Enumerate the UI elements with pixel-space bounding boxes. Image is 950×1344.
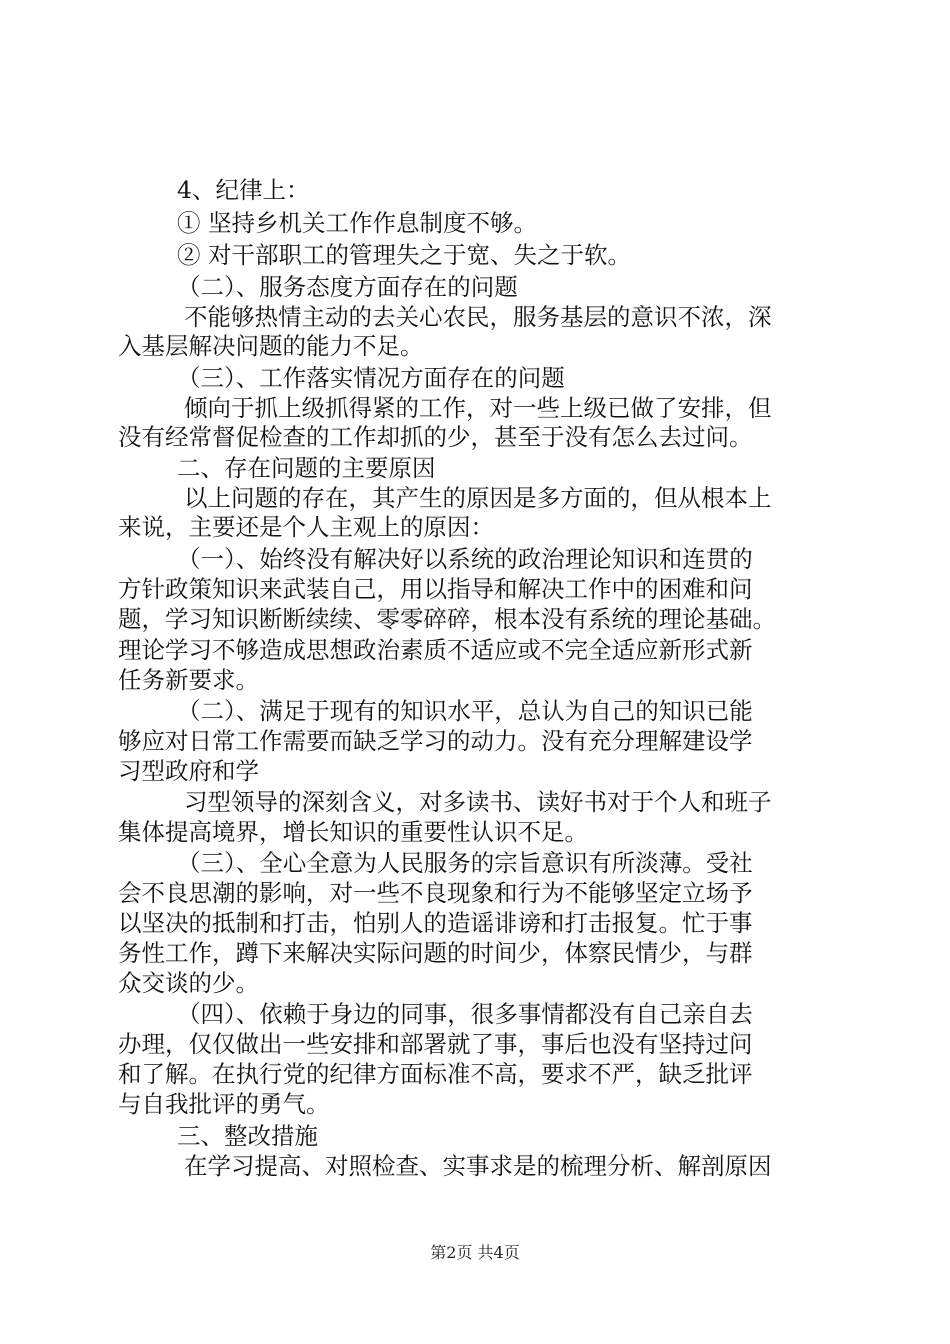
section-heading: 三、整改措施 xyxy=(177,1122,318,1150)
text-line: 以上问题的存在，其产生的原因是多方面的，但从根本上 xyxy=(184,484,772,512)
text-line: 题，学习知识断断续续、零零碎碎，根本没有系统的理论基础。 xyxy=(118,605,776,633)
text-line: 理论学习不够造成思想政治素质不适应或不完全适应新形式新 xyxy=(118,636,753,664)
text-line: 务性工作，蹲下来解决实际问题的时间少，体察民情少，与群 xyxy=(118,939,753,967)
text-line: 任务新要求。 xyxy=(118,666,259,694)
text-line: 够应对日常工作需要而缺乏学习的动力。没有充分理解建设学 xyxy=(118,727,753,755)
section-heading: （二）、服务态度方面存在的问题 xyxy=(177,273,518,301)
text-line: 与自我批评的勇气。 xyxy=(118,1090,330,1118)
text-line: 办理，仅仅做出一些安排和部署就了事，事后也没有坚持过问 xyxy=(118,1030,753,1058)
text-line: 在学习提高、对照检查、实事求是的梳理分析、解剖原因 xyxy=(184,1152,772,1180)
section-heading: （三）、工作落实情况方面存在的问题 xyxy=(177,364,565,392)
text-line: 4、纪律上： xyxy=(177,176,310,204)
text-line: （三）、全心全意为人民服务的宗旨意识有所淡薄。受社 xyxy=(177,849,753,877)
text-line: 习型领导的深刻含义，对多读书、读好书对于个人和班子 xyxy=(184,788,772,816)
text-line: 倾向于抓上级抓得紧的工作，对一些上级已做了安排，但 xyxy=(184,394,772,422)
text-line: （一）、始终没有解决好以系统的政治理论知识和连贯的 xyxy=(177,545,753,573)
section-heading: 二、存在问题的主要原因 xyxy=(177,454,436,482)
text-line: ② 对干部职工的管理失之于宽、失之于软。 xyxy=(177,241,631,269)
text-line: 会不良思潮的影响，对一些不良现象和行为不能够坚定立场予 xyxy=(118,879,753,907)
text-line: （二）、满足于现有的知识水平，总认为自己的知识已能 xyxy=(177,697,753,725)
text-line: 入基层解决问题的能力不足。 xyxy=(118,332,424,360)
text-line: 和了解。在执行党的纪律方面标准不高，要求不严，缺乏批评 xyxy=(118,1060,753,1088)
text-line: 众交谈的少。 xyxy=(118,969,259,997)
text-line: 以坚决的抵制和打击，怕别人的造谣诽谤和打击报复。忙于事 xyxy=(118,909,753,937)
text-line: 不能够热情主动的去关心农民，服务基层的意识不浓，深 xyxy=(184,303,772,331)
page-footer: 第2页 共4页 xyxy=(430,1243,520,1262)
text-line: （四）、依赖于身边的同事，很多事情都没有自己亲自去 xyxy=(177,1000,753,1028)
text-line: 来说，主要还是个人主观上的原因： xyxy=(118,513,494,541)
text-line: 没有经常督促检查的工作却抓的少，甚至于没有怎么去过问。 xyxy=(118,423,753,451)
text-line: 习型政府和学 xyxy=(118,757,259,785)
text-line: 集体提高境界，增长知识的重要性认识不足。 xyxy=(118,818,588,846)
text-line: 方针政策知识来武装自己，用以指导和解决工作中的困难和问 xyxy=(118,575,753,603)
text-line: ① 坚持乡机关工作作息制度不够。 xyxy=(177,209,537,237)
